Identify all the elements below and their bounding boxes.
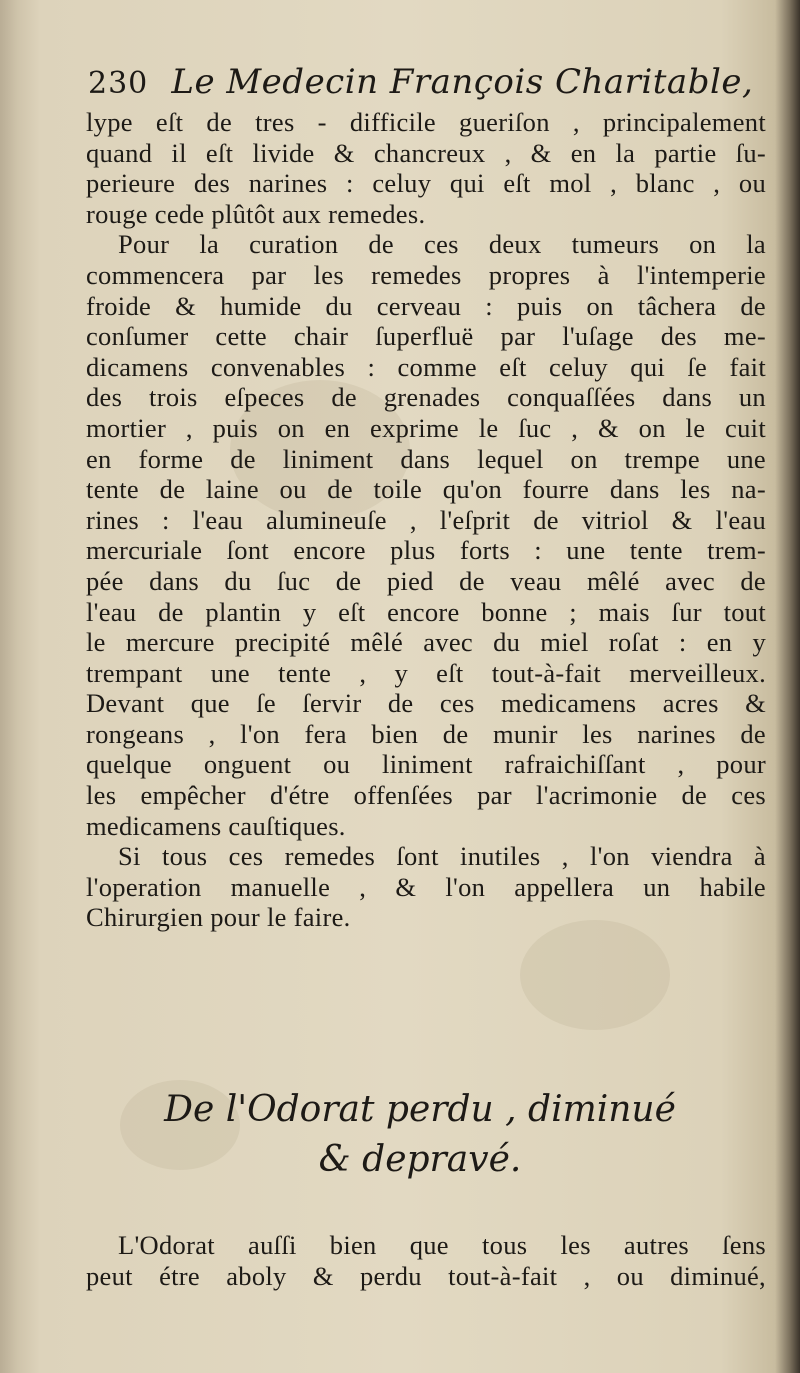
text-line: froide & humide du cerveau : puis on tâchera de: [86, 290, 766, 321]
body-text: [86, 107, 766, 933]
text-line: rongeans , l'on fera bien de munir les narines de: [86, 718, 766, 749]
book-title: Le Medecin François Charitable,: [171, 62, 754, 102]
text-line: dicamens convenables : comme eſt celuy qui ſe fait: [86, 351, 766, 382]
section-heading-line-1: De l'Odorat perdu , diminué: [164, 1089, 676, 1130]
text-line: quand il eſt livide & chancreux , & en la partie ſu-: [86, 137, 766, 168]
text-line: en forme de liniment dans lequel on trempe une: [86, 443, 766, 474]
text-line: trempant une tente , y eſt tout-à-fait merveilleux.: [86, 657, 766, 688]
page-number: 230: [88, 66, 149, 101]
text-line: lype eſt de tres - difficile gueriſon , principalement: [86, 107, 766, 137]
section-heading-line-2: & depravé.: [318, 1139, 522, 1180]
text-line: commencera par les remedes propres à l'intemperie: [86, 259, 766, 290]
text-line: Chirurgien pour le faire.: [86, 902, 351, 933]
paper-stain: [520, 920, 670, 1030]
text-line: le mercure precipité mêlé avec du miel roſat : en y: [86, 627, 766, 658]
text-line: conſumer cette chair ſuperfluë par l'uſage des me-: [86, 321, 766, 352]
paragraph-start-line: Si tous ces remedes ſont inutiles , l'on viendra à: [118, 841, 766, 872]
running-head: [88, 62, 754, 112]
text-line: perieure des narines : celuy qui eſt mol , blanc , ou: [86, 168, 766, 199]
text-line: l'operation manuelle , & l'on appellera un habile: [86, 871, 766, 902]
text-line: mercuriale ſont encore plus forts : une tente trem-: [86, 535, 766, 566]
text-line: medicamens cauſtiques.: [86, 810, 346, 841]
text-line: rines : l'eau alumineuſe , l'eſprit de vitriol & l'eau: [86, 504, 766, 535]
paragraph-start-line: Pour la curation de ces deux tumeurs on la: [118, 229, 766, 260]
text-line: les empêcher d'étre offenſées par l'acrimonie de ces: [86, 780, 766, 811]
text-line: mortier , puis on en exprime le ſuc , & on le cuit: [86, 412, 766, 443]
section-heading: [80, 1085, 760, 1185]
text-line: l'eau de plantin y eſt encore bonne ; mais ſur tout: [86, 596, 766, 627]
text-line: rouge cede plûtôt aux remedes.: [86, 198, 426, 229]
section-body-text: [86, 1230, 766, 1291]
text-line: tente de laine ou de toile qu'on fourre dans les na-: [86, 474, 766, 505]
text-line: Devant que ſe ſervir de ces medicamens acres &: [86, 688, 766, 719]
text-line: peut étre aboly & perdu tout-à-fait , ou diminué,: [86, 1260, 766, 1291]
text-line: des trois eſpeces de grenades conquaſſées dans un: [86, 382, 766, 413]
text-line: pée dans du ſuc de pied de veau mêlé avec de: [86, 565, 766, 596]
paragraph-start-line: L'Odorat auſſi bien que tous les autres ſens: [118, 1230, 766, 1260]
text-line: quelque onguent ou liniment rafraichiſſant , pour: [86, 749, 766, 780]
